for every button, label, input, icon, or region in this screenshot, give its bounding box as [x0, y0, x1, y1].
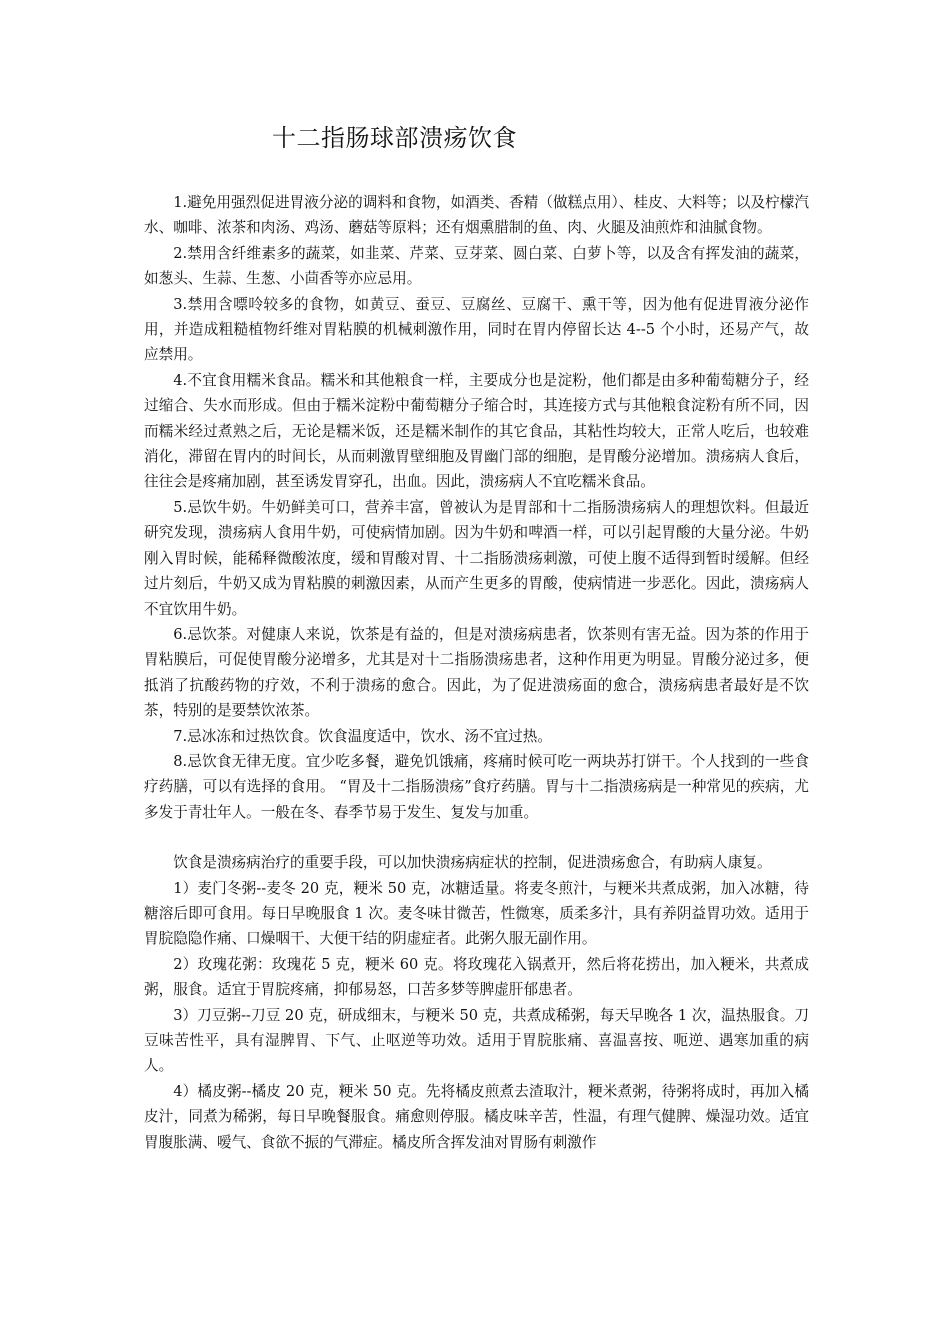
- paragraph-item-5: 5.忌饮牛奶。牛奶鲜美可口，营养丰富，曾被认为是胃部和十二指肠溃疡病人的理想饮料。但最近研究发现，溃疡病人食用牛奶，可使病情加剧。因为牛奶和啤酒一样，可以引起胃酸的大量分泌。牛奶刚入胃时候，能稀释微酸浓度，缓和胃酸对胃、十二指肠溃疡刺激，可使上腹不适得到暂时缓解。但经过片刻后，牛奶又成为胃粘膜的刺激因素，从而产生更多的胃酸，使病情进一步恶化。因此，溃疡病人不宜饮用牛奶。: [144, 498, 809, 618]
- paragraph-item-6: 6.忌饮茶。对健康人来说，饮茶是有益的，但是对溃疡病患者，饮茶则有害无益。因为茶的作用于胃粘膜后，可促使胃酸分泌增多，尤其是对十二指肠溃疡患者，这种作用更为明显。胃酸分泌过多，便抵消了抗酸药物的疗效，不利于溃疡的愈合。因此，为了促进溃疡面的愈合，溃疡病患者最好是不饮茶，特别的是要禁饮浓茶。: [144, 625, 809, 720]
- intro-paragraph: 饮食是溃疡病治疗的重要手段，可以加快溃疡病症状的控制，促进溃疡愈合，有助病人康复。: [173, 854, 772, 872]
- paragraph-item-2: 2.禁用含纤维素多的蔬菜，如韭菜、芹菜、豆芽菜、圆白菜、白萝卜等，以及含有挥发油的蔬菜，如葱头、生蒜、生葱、小茴香等亦应忌用。: [144, 244, 809, 288]
- paragraph-item-1: 1.避免用强烈促进胃液分泌的调料和食物，如酒类、香精（做糕点用）、桂皮、大料等；以及柠檬汽水、咖啡、浓茶和肉汤、鸡汤、蘑菇等原料；还有烟熏腊制的鱼、肉、火腿及油煎炸和油腻食物。: [144, 194, 809, 237]
- paragraph-item-8: 8.忌饮食无律无度。宜少吃多餐，避免饥饿痛，疼痛时候可吃一两块苏打饼干。个人找到的一些食疗药膳，可以有选择的食用。 “胃及十二指肠溃疡”食疗药膳。胃与十二指溃疡病是一种常见的疾病，尤多发于青壮年人。一般在冬、春季节易于发生、复发与加重。: [144, 752, 809, 821]
- section-spacer: [144, 825, 809, 850]
- paragraph-item-3: 3.禁用含嘌呤较多的食物，如黄豆、蚕豆、豆腐丝、豆腐干、熏干等，因为他有促进胃液分泌作用，并造成粗糙植物纤维对胃粘膜的机械刺激作用，同时在胃内停留长达 4--5 个小时，还易产气，故应禁用。: [144, 295, 809, 364]
- document-body: [144, 190, 809, 1155]
- recipe-item-1: 1）麦门冬粥--麦冬 20 克，粳米 50 克，冰糖适量。将麦冬煎汁，与粳米共煮成粥，加入冰糖，待糖溶后即可食用。每日早晚服食 1 次。麦冬味甘微苦，性微寒，质柔多汁，具有养阴益胃功效。适用于胃脘隐隐作痛、口燥咽干、大便干结的阴虚症者。此粥久服无副作用。: [144, 879, 809, 948]
- recipe-item-4: 4）橘皮粥--橘皮 20 克，粳米 50 克。先将橘皮煎煮去渣取汁，粳米煮粥，待粥将成时，再加入橘皮汁，同煮为稀粥，每日早晚餐服食。痛愈则停服。橘皮味辛苦，性温，有理气健脾、燥湿功效。适宜胃腹胀满、嗳气、食欲不振的气滞症。橘皮所含挥发油对胃肠有刺激作: [144, 1082, 809, 1151]
- paragraph-item-7: 7.忌冰冻和过热饮食。饮食温度适中，饮水、汤不宜过热。: [173, 727, 552, 745]
- recipe-item-3: 3）刀豆粥--刀豆 20 克，研成细末，与粳米 50 克，共煮成稀粥，每天早晚各 1 次，温热服食。刀豆味苦性平，具有湿脾胃、下气、止呕逆等功效。适用于胃脘胀痛、喜温喜按、呃逆、遇寒加重的病人。: [144, 1006, 809, 1075]
- page-title: 十二指肠球部溃疡饮食: [272, 124, 517, 152]
- paragraph-item-4: 4.不宜食用糯米食品。糯米和其他粮食一样，主要成分也是淀粉，他们都是由多种葡萄糖分子，经过缩合、失水而形成。但由于糯米淀粉中葡萄糖分子缩合时，其连接方式与其他粮食淀粉有所不同，因而糯米经过煮熟之后，无论是糯米饭，还是糯米制作的其它食品，其粘性均较大，正常人吃后，也较难消化，滞留在胃内的时间长，从而刺激胃壁细胞及胃幽门部的细胞，是胃酸分泌增加。溃疡病人食后，往往会是疼痛加剧，甚至诱发胃穿孔，出血。因此，溃疡病人不宜吃糯米食品。: [144, 371, 809, 491]
- recipe-item-2: 2）玫瑰花粥：玫瑰花 5 克，粳米 60 克。将玫瑰花入锅煮开，然后将花捞出，加入粳米，共煮成粥，服食。适宜于胃脘疼痛，抑郁易怒，口苦多梦等脾虚肝郁患者。: [144, 955, 809, 999]
